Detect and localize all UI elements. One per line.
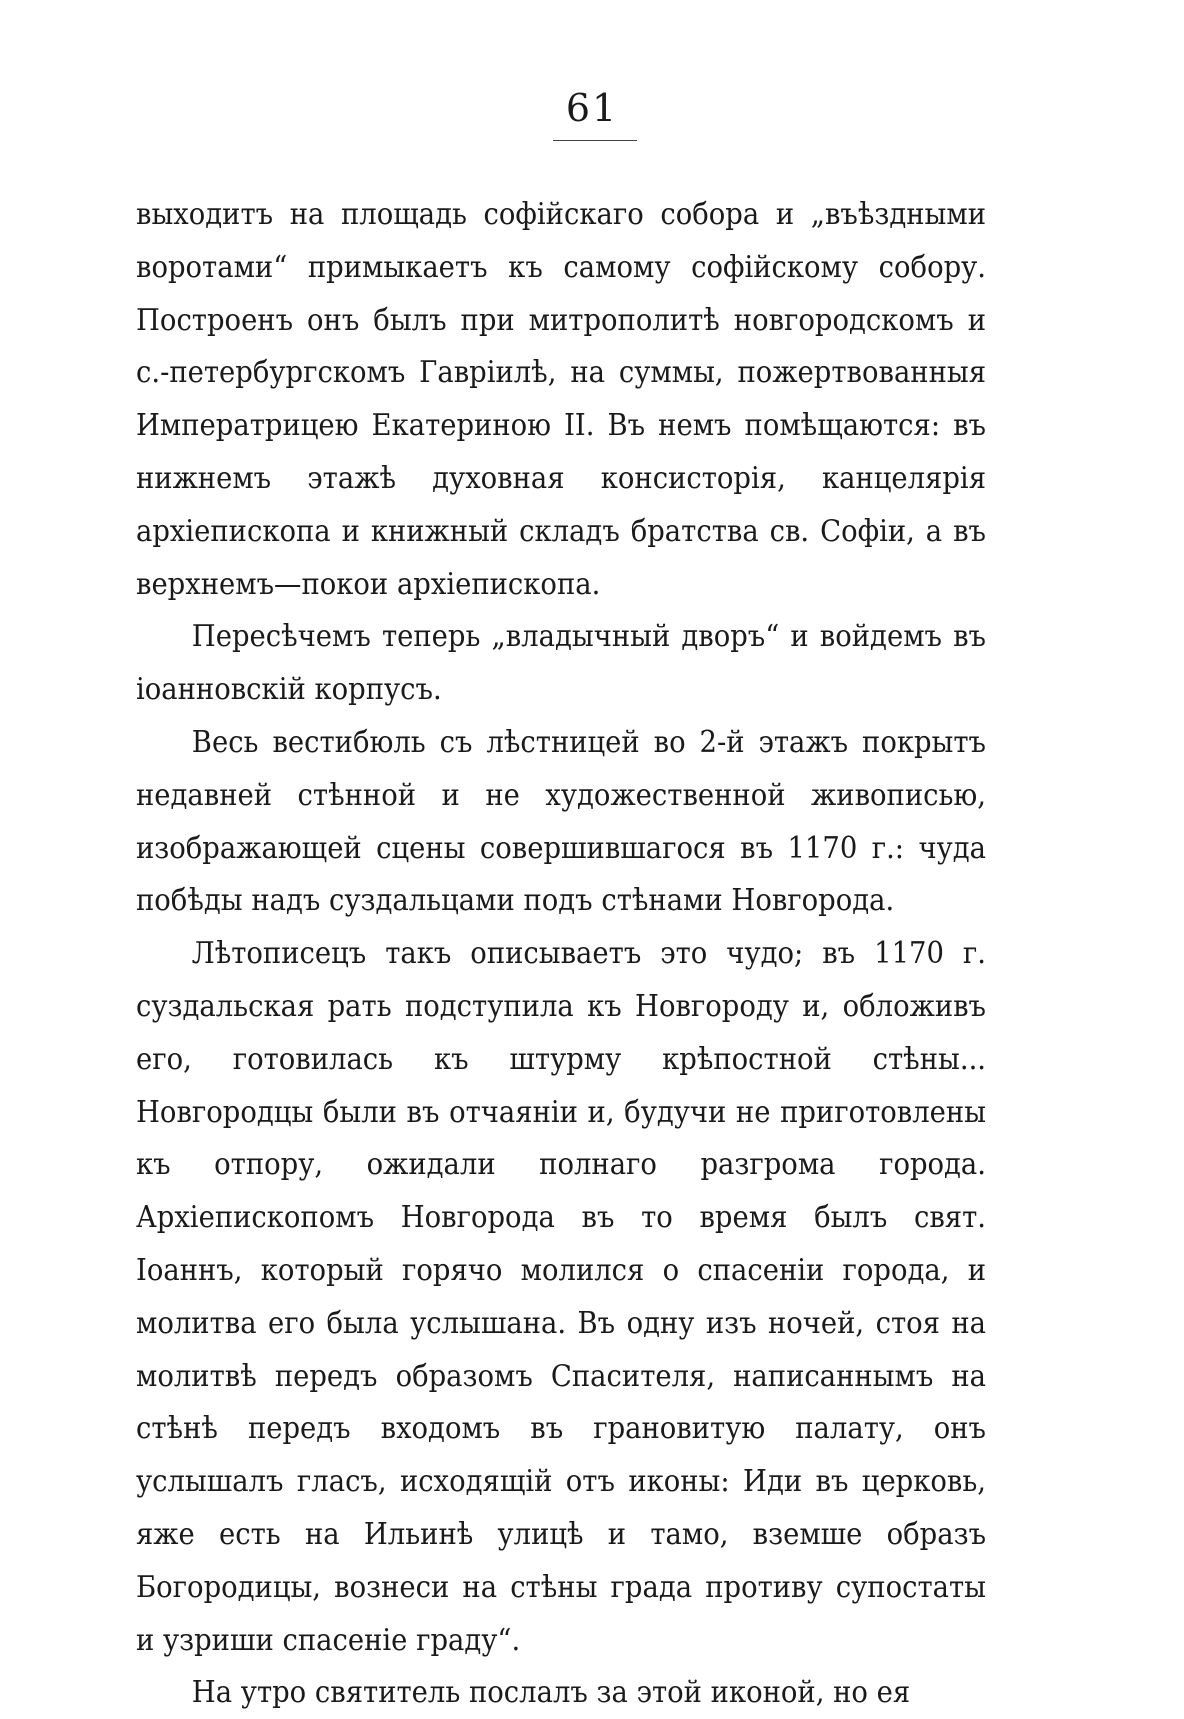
paragraph-2: Пересѣчемъ теперь „владычный дворъ“ и войдемъ въ іоанновскій корпусъ.	[136, 619, 987, 707]
paragraph-5: На утро святитель послалъ за этой иконой, но ея	[191, 1675, 911, 1710]
page-number-rule	[553, 140, 637, 141]
body-text	[136, 188, 986, 1719]
page-number: 61	[565, 86, 619, 130]
paragraph-1: выходитъ на площадь софійскаго собора и „въѣздными воротами“ примыкаетъ къ самому софійскому собору. Построенъ онъ былъ при митрополитѣ новгородскомъ и с.-петербургскомъ Гавріилѣ, на суммы, пожертвованныя Императрицею Екатериною II. Въ немъ помѣщаются: въ нижнемъ этажѣ духовная консисторія, канцелярія архіепископа и книжный складъ братства св. Софіи, а въ верхнемъ—покои архіепископа.	[136, 197, 987, 601]
paragraph-3: Весь вестибюль съ лѣстницей во 2-й этажъ покрытъ недавней стѣнной и не художественной живописью, изображающей сцены совершившагося въ 1170 г.: чуда побѣды надъ суздальцами подъ стѣнами Новгорода.	[136, 724, 987, 918]
paragraph-4: Лѣтописецъ такъ описываетъ это чудо; въ 1170 г. суздальская рать подступила къ Новгороду и, обложивъ его, готовилась къ штурму крѣпостной стѣны... Новгородцы были въ отчаяніи и, будучи не приготовлены къ отпору, ожидали полнаго разгрома города. Архіепископомъ Новгорода въ то время былъ свят. Іоаннъ, который горячо молился о спасеніи города, и молитва его была услышана. Въ одну изъ ночей, стоя на молитвѣ передъ образомъ Спасителя, написаннымъ на стѣнѣ передъ входомъ въ грановитую палату, онъ услышалъ гласъ, исходящій отъ иконы: Иди въ церковь, яже есть на Ильинѣ улицѣ и тамо, вземше образъ Богородицы, вознеси на стѣны града противу супостаты и узриши спасеніе граду“.	[136, 936, 987, 1657]
